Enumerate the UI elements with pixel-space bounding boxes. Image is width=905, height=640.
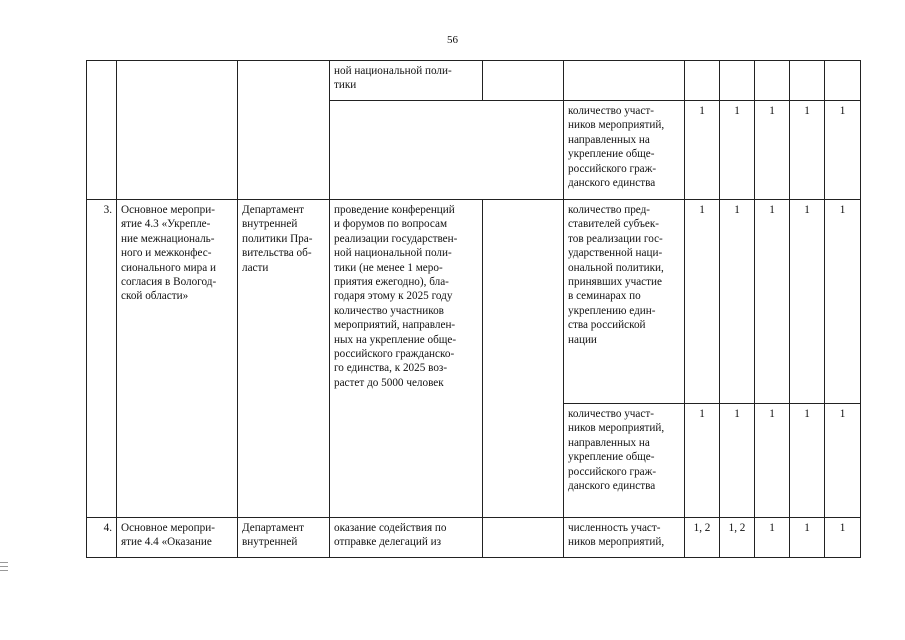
row-number xyxy=(87,61,117,200)
indicator-cell xyxy=(564,101,685,200)
value-cell: 1 xyxy=(685,101,720,200)
measure-cell: Основное меропри- ятие 4.4 «Оказание xyxy=(117,518,238,558)
indicator-cell xyxy=(564,200,685,404)
value-cell: 1 xyxy=(790,518,825,558)
value-cell: 1 xyxy=(755,404,790,518)
measure-cell: Основное меропри- ятие 4.3 «Укрепле- ние межнациональ- ного и межконфес- сионального мира и согласия в Вологод- ской области» xyxy=(117,200,238,518)
value-cell xyxy=(685,61,720,101)
value-cell xyxy=(755,61,790,101)
value-cell: 1 xyxy=(825,200,861,404)
row-number: 4. xyxy=(87,518,117,558)
executor-cell: Департамент внутренней политики Пра- вительства об- ласти xyxy=(238,200,330,518)
empty-cell xyxy=(483,61,564,101)
value-cell xyxy=(790,61,825,101)
empty-cell xyxy=(330,101,564,200)
value-cell: 1 xyxy=(720,101,755,200)
value-cell: 1, 2 xyxy=(720,518,755,558)
value-cell: 1 xyxy=(720,404,755,518)
empty-cell xyxy=(483,200,564,518)
indicator-cell xyxy=(564,61,685,101)
indicator-text: численность участ- ников мероприятий, xyxy=(568,522,665,549)
result-cell: ной национальной поли- тики xyxy=(330,61,483,101)
executor-cell: Департамент внутренней xyxy=(238,518,330,558)
empty-cell xyxy=(483,518,564,558)
value-cell: 1 xyxy=(790,404,825,518)
value-cell: 1 xyxy=(720,200,755,404)
indicator-text: количество участ- ников мероприятий, направленных на укрепление обще- российского граж- данского единства xyxy=(568,408,665,493)
table-row xyxy=(87,61,861,101)
indicator-text: количество участ- ников мероприятий, направленных на укрепление обще- российского граж- данского единства xyxy=(568,105,665,190)
program-table xyxy=(86,60,861,558)
table-row xyxy=(87,200,861,404)
value-cell: 1 xyxy=(755,200,790,404)
value-cell: 1 xyxy=(825,404,861,518)
value-cell: 1 xyxy=(755,101,790,200)
value-cell: 1 xyxy=(685,404,720,518)
executor-cell xyxy=(238,61,330,200)
value-cell xyxy=(825,61,861,101)
value-cell xyxy=(720,61,755,101)
result-cell: оказание содействия по отправке делегаций из xyxy=(330,518,483,558)
value-cell: 1 xyxy=(755,518,790,558)
value-cell: 1 xyxy=(825,518,861,558)
indicator-cell xyxy=(564,518,685,558)
value-cell: 1 xyxy=(790,200,825,404)
measure-cell xyxy=(117,61,238,200)
value-cell: 1 xyxy=(790,101,825,200)
value-cell: 1, 2 xyxy=(685,518,720,558)
result-cell: проведение конференций и форумов по вопросам реализации государствен- ной национальной поли- тики (не менее 1 меро- приятия ежегодно), бла- годаря этому к 2025 году количество участников мероприятий, направлен- ных на укрепление обще- российского гражданско- го единства, к 2025 воз- растет до 5000 человек xyxy=(330,200,483,518)
value-cell: 1 xyxy=(825,101,861,200)
scan-edge-marks xyxy=(0,562,8,574)
row-number: 3. xyxy=(87,200,117,518)
page-number: 56 xyxy=(447,34,458,46)
indicator-cell xyxy=(564,404,685,518)
indicator-text: количество пред- ставителей субъек- тов реализации гос- ударственной наци- ональной политики, принявших участие в семинарах по укреплению един- ства российской нации xyxy=(568,204,664,346)
value-cell: 1 xyxy=(685,200,720,404)
table-row xyxy=(87,518,861,558)
